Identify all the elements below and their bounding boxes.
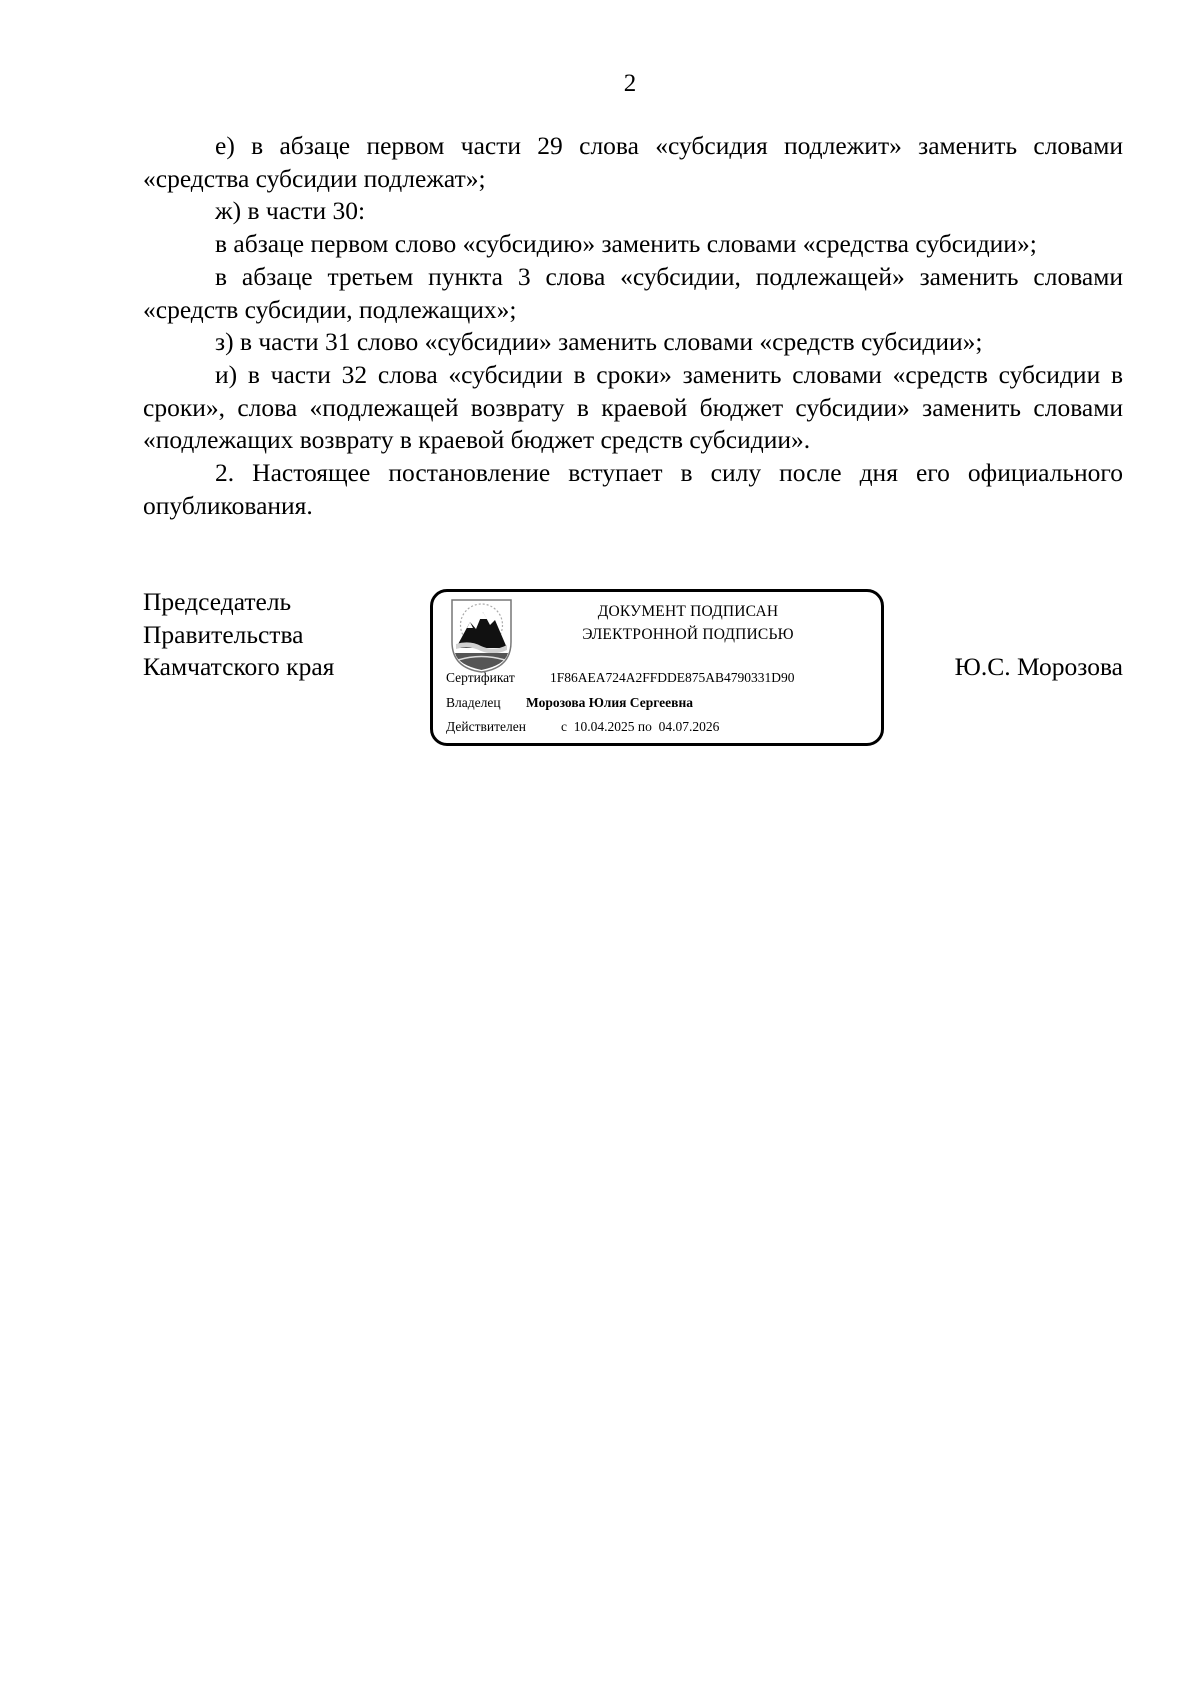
validity-value: с 10.04.2025 по 04.07.2026 (561, 719, 720, 734)
paragraph-zh-first: в абзаце первом слово «субсидию» заменить словами «средства субсидии»; (215, 229, 1037, 259)
page-number: 2 (623, 70, 637, 97)
owner-value: Морозова Юлия Сергеевна (526, 695, 693, 710)
owner-label: Владелец (446, 695, 501, 710)
signatory-position-line: Председатель (143, 587, 292, 616)
paragraph-e: е) в абзаце первом части 29 слова «субсидия подлежит» заменить словами «средства субсидии подлежат»; (143, 131, 1123, 193)
signatory-position-line: Камчатского края (143, 652, 335, 682)
paragraph-z: з) в части 31 слово «субсидии» заменить словами «средств субсидии»; (215, 327, 983, 357)
certificate-value: 1F86AEA724A2FFDDE875AB4790331D90 (550, 670, 795, 685)
signatory-position-line: Правительства (143, 619, 304, 649)
document-body (143, 130, 1123, 522)
certificate-row (446, 670, 795, 686)
paragraph-zh-third: в абзаце третьем пункта 3 слова «субсидии, подлежащей» заменить словами «средств субсидии, подлежащих»; (143, 261, 1123, 324)
paragraph-zh: ж) в части 30: (215, 196, 366, 226)
validity-label: Действителен (446, 719, 526, 734)
stamp-title-line1: ДОКУМЕНТ ПОДПИСАН (597, 603, 779, 620)
paragraph-i: и) в части 32 слова «субсидии в сроки» заменить словами «средств субсидии в сроки», слова «подлежащей возврату в краевой бюджет субсидии» заменить словами «подлежащих возврату в краевой бюджет средств субсидии». (143, 359, 1123, 455)
signatory-name: Ю.С. Морозова (954, 652, 1123, 681)
owner-row (446, 695, 693, 711)
paragraph-effective: 2. Настоящее постановление вступает в силу после дня его официального опубликования. (143, 458, 1123, 520)
certificate-label: Сертификат (446, 670, 515, 685)
stamp-title-line2: ЭЛЕКТРОННОЙ ПОДПИСЬЮ (582, 626, 794, 643)
kamchatka-emblem-icon (450, 598, 513, 674)
electronic-signature-stamp (430, 589, 884, 746)
signatory-position (143, 586, 334, 684)
validity-row (446, 719, 719, 735)
